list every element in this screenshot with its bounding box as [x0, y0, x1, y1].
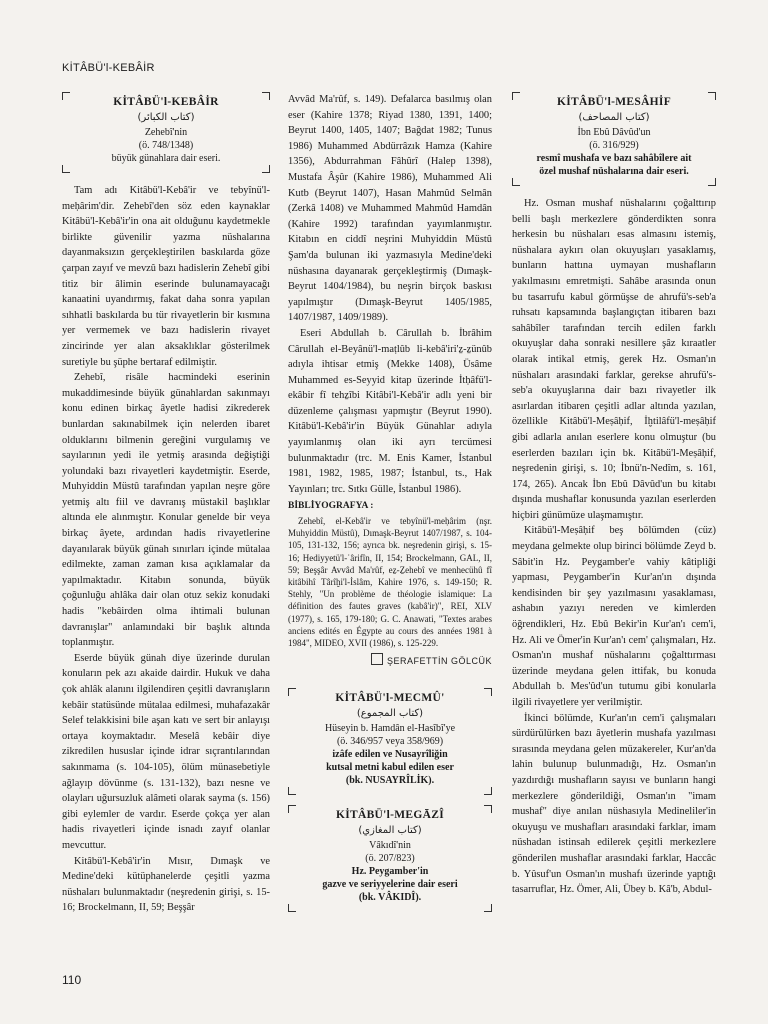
entry-description: gazve ve seriyyelerine dair eseri [322, 878, 458, 890]
entry-date: (ö. 207/823) [365, 852, 415, 864]
entry-header-mecmu [288, 688, 492, 795]
entry-crossref[interactable]: (bk. NUSAYRÎLİK). [345, 774, 435, 786]
arabic-title: (كتاب المجموع) [356, 707, 424, 719]
paragraph: Zehebî, risâle hacmindeki eserinin mukaddimesinde büyük günahlardan sakınmayı konu edinen birkaç âyetle hadisi zikrederek bunlardan sakınabilmek için nelerden ibaret olduklarını bilmenin gereğini vurgulamış ve sayılarının yedi ile yetmiş arasında değiştiği yolundaki bazı rivayetleri kaydetmiştir. Eserde, Muhyiddin Müstû tarafından yapılan neşre göre yetmiş altı fiil ve davranış müstakil başlıklar altında ele alınmıştır. Konular genelde bir veya birkaç âyete, ardından hadis rivayetlerine dayanılarak büyük günah sınırları içinde mütalaa edilmekte, zaman zaman kısa açıklamalar da yapılmaktadır. Kitabın sonunda, büyük çoğunluğu ahlâka dair olan otuz sekiz konudaki hadis "kebâirden olma ihtimali bulunan davranışlar" anlamındaki bir başlık altında toplanmıştır. [62, 372, 270, 649]
paragraph: İkinci bölümde, Kur'an'ın cem'i çalışmaları sürdürülürken bazı âyetlerin mushafa yazılması sırasında meydana gelen müzakereler, Kur'an'da lahin bulunup bulunmadığı, Hz. Osman'ın yazdırdığı mushafların sayısı ve bunların hangi merkezlere gönderildiği, Osman'ın "imam mushaf" diye anılan nüshasıyla Medineliler'in okuyuşu ve mushafları arasındaki farklar, imam nüshadan istinsah edilerek çeşitli merkezlere gönderilen mushaflar arasındaki farklar, Haccâc b. Yûsuf'un Osman'ın mushafı üzerinde yaptığı tasarruflar, Hz. Ömer, Ali, Übey b. Kâ'b, Abdul- [512, 712, 716, 896]
page-number: 110 [62, 973, 82, 987]
entry-date: (ö. 316/929) [589, 140, 639, 151]
entry-title: KİTÂBÜ'l-MESÂHİF [556, 96, 672, 108]
entry-header-mesahif [512, 92, 716, 186]
column-1 [62, 92, 270, 916]
entry-description: kutsal metni kabul edilen eser [326, 761, 454, 773]
entry-description: Hz. Peygamber'in [351, 865, 429, 877]
column-2 [288, 92, 492, 912]
entry-author: İbn Ebû Dâvûd'un [577, 127, 651, 138]
entry-author: Hüseyin b. Hamdân el-Hasîbî'ye [324, 722, 456, 734]
entry-description: özel mushaf nüshalarına dair eseri. [539, 166, 689, 177]
bibliography-text: Zehebî, el-Kebâ'ir ve tebyînü'l-meḥârim (nşr. Muhyiddin Müstû), Dımaşk-Beyrut 1407/1987, s. 104-105, 131-132, 156; ayrıca bk. neşredenin girişi, s. 15-16; Hediyyetü'l-ʿârifîn, II, 154; Brockelmann, GAL, II, 59; Beşşâr Avvâd Ma'rûf, eẕ-Ẕehebî ve menhecühû fî kitâbihî Târîḫi'l-İslâm, Kahire 1976, s. 149-150; R. Stehly, "Un problème de théologie islamique: La définition des fautes graves (kabâ'ir)", REI, XLV (1977), s. 165, 179-180; G. C. Anawati, "Textes arabes anciens edités en Égypte au cours des années 1981 à 1984", MIDEO, XVII (1986), s. 125-229. [288, 516, 492, 649]
paragraph: Avvâd Ma'rûf, s. 149). Defalarca basılmış olan eser (Kahire 1378; Riyad 1380, 1391, 1400; Beyrut 1400, 1405, 1407; Bağdat 1982; Tunus 1986) Muhammed Abdürrâzık Hamza (Kahire 1356), Abdurrahman Fâhûrî (Halep 1398), Mustafa Âşûr (Kahire 1986), Muhammed Ali Kutb (Beyrut 1407), Hasan Mahmûd Selmân (Zerkâ 1408) ve Muhammed Mahmûd Hamdân (Kahire 1992) tarafından yayımlanmıştır. Kitabın en ciddî neşrini Muhyiddin Müstû Şam'da bulunan iki yazmasıyla Medine'deki nüshasına dayanarak gerçekleştirmiş (Dımaşk-Beyrut 1404/1984), bu neşrin birçok baskısı yapılmıştır (Dımaşk-Beyrut 1405/1985, 1407/1987, 1409/1989). [288, 94, 492, 324]
paragraph: Hz. Osman mushaf nüshalarını çoğalttırıp belli başlı merkezlere gönderdikten sonra herkesin bu nüshaları esas almasını istemiş, nüshalara aykırı olan okuyuşları yasaklamış, bunların hattına uymayan mushafların yakılmasını emretmişti. Sahâbe arasında onun bu tasarrufu kabul görmüşse de ahrufü's-seb'a ruhsatı kapsamında başlangıçtan itibaren bazı sahâbîler tarafından tercih edilen farklı okuyuşlar daha sonraki nesillere şâz kıraatler olarak intikal etmiş, gerek Hz. Osman'ın nüshaları arasındaki farklar, gerekse ahrufü's-seb'a okuyuşlarına dair bazı rivayetler ilk asırlardan itibaren çeşitli adlar altında yazılan, özellikle Kitâbü'l-Meṣâḥif, İḫtilâfü'l-meṣâḥif gibi adlarla anılan eserlere konu olmuştur (bu eserlerden bazıları için bk. Kitâbü'l-Meṣâḥif, neşredenin girişi, s. 10; İbnü'n-Nedîm, s. 161, 174, 265). Ancak İbn Ebû Dâvûd'un bu kitabı dışında mushaflar konusunda yazılan eserlerden hiçbiri günümüze ulaşmamıştır. [512, 198, 716, 521]
arabic-title: (كتاب المصاحف) [578, 112, 650, 123]
entry-title: KİTÂBÜ'l-MECMÛ' [335, 691, 445, 704]
paragraph: Eserde büyük günah diye üzerinde durulan konuların pek azı akaide dairdir. Hukuk ve daha çok ahlâk alanını ilgilendiren çeşitli davranışların kebâir statüsünde mütalaa edilmesi, muhafazakâr Selef telakkisini bile aşan katı ve sert bir anlayışı ortaya koymaktadır. Meselâ kebâir diye zikredilen hususlar içinde idrar sıçrantılarından sakınmama (s. 104-105), ölüm münasebetiyle ağlayıp dövünme (s. 131-132), bazı nesne ve olayları uğursuzluk alâmeti olarak sayma (s. 156) gibi eylemler de vardır. Eserde çokça yer alan hadis rivayetleri içinde isnadı zayıf olanlar mevcuttur. [62, 652, 270, 851]
entry-header-megazi [288, 805, 492, 912]
entry-description: izâfe edilen ve Nusayrîliğin [332, 748, 448, 760]
paragraph: Tam adı Kitâbü'l-Kebâ'ir ve tebyînü'l-meḥârim'dir. Zehebî'den söz eden kaynaklar Kitâbü'l-Kebâ'ir'in ona ait olduğunu kaydetmekle birlikte güvenilir yazma nüshalarına dayanmaksızın gerçekleştirilen baskılarda göze çarpan zayıf ve mevzû bazı hadislerin Zehebî gibi titiz bir âlimin eserinde bulunamayacağı kanaatini uyandırmış, fakat daha sonra yapılan sıhhatli baskılarda bu tür rivayetlerin bir kısmına yer vermemek ve bazı hadislerin rivayet zincirinde yer alan aksaklıklar gösterilmek suretiyle bu şüphe bertaraf edilmiştir. [62, 185, 270, 368]
bibliography-heading: BİBLİYOGRAFYA : [288, 501, 374, 512]
entry-date: (ö. 748/1348) [138, 140, 194, 151]
paragraph: Kitâbü'l-Meṣâḥif beş bölümden (cüz) meydana gelmekte olup birinci bölümde Zeyd b. Sâbit'in Hz. Peygamber'e vahiy kâtipliği yapması, Peygamber'in Kur'an'ın dışında kendisinden bir şey yazılmasını yasaklaması, ashabın yazıyı nereden ve kimlerden öğrendikleri, Hz. Ebû Bekir'in Kur'an'ı cem'i, Hz. Ali ve Ömer'in Kur'an'ı cem' çalışmaları, Hz. Osman'ın mushaf nüshalarını çoğalttırması üzerinde meydana gelen ittifak, bu konuda Abdullah b. Mes'ûd'un tutumu gibi konularla ilgili rivayetlere yer verilmiştir. [512, 525, 716, 708]
entry-description: resmî mushafa ve bazı sahâbîlere ait [536, 153, 692, 164]
column-3 [512, 92, 716, 898]
paragraph: Eseri Abdullah b. Cârullah b. İbrâhim Cârullah el-Beyânü'l-maṭlûb li-kebâ'iri'ẕ-ẕünûb adıyla ihtisar etmiş (Mekke 1408), Üsâme Muhammed es-Seyyid kitap üzerinde İtḥâfü'l-ekâbir fî tehẕîbi Kitâbi'l-Kebâ'ir adlı yeni bir düzenleme çalışması yapmıştır (Beyrut 1990). Kitâbü'l-Kebâ'ir'in Büyük Günahlar adıyla yayımlanmış olan iki ayrı tercümesi bulunmaktadır (trc. M. Enis Kamer, İstanbul 1981, 1982, 1985, 1987; İstanbul, ts., Hak Yayınları; trc. Sıtkı Güllе, İstanbul 1986). [288, 327, 492, 495]
entry-title: KİTÂBÜ'l-KEBÂİR [113, 96, 219, 108]
entry-author: Zehebî'nin [144, 127, 188, 138]
arabic-title: (كتاب الكبائر) [137, 112, 195, 123]
entry-description: büyük günahlara dair eseri. [111, 153, 221, 164]
paragraph: Kitâbü'l-Kebâ'ir'in Mısır, Dımaşk ve Medine'deki kütüphanelerde çeşitli yazma nüshaları bulunmaktadır (neşredenin girişi, s. 15-16; Brockelmann, II, 59; Beşşâr [62, 855, 270, 914]
entry-title: KİTÂBÜ'l-MEGĀZÎ [335, 808, 444, 821]
entry-author: Vâkıdî'nin [369, 839, 411, 851]
article-author: ŞERAFETTİN GÖLCÜK [288, 653, 492, 670]
running-head: KİTÂBÜ'l-KEBÂİR [62, 62, 155, 74]
entry-header-kebair [62, 92, 270, 173]
pen-icon [371, 653, 383, 665]
entry-crossref[interactable]: (bk. VÂKIDÎ). [358, 891, 422, 903]
entry-date: (ö. 346/957 veya 358/969) [336, 735, 444, 747]
arabic-title: (كتاب المغازي) [358, 824, 422, 836]
